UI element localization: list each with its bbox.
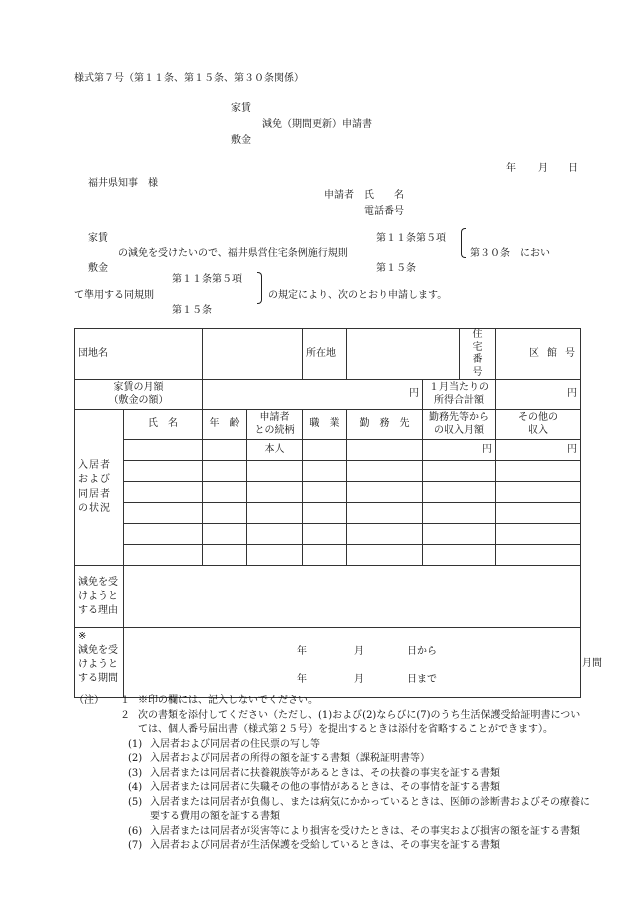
resident-cell[interactable] xyxy=(347,503,423,524)
yen-unit: 円 xyxy=(409,388,419,400)
title-main: 減免（期間更新）申請書 xyxy=(262,119,372,130)
body-art15: 第１５条 xyxy=(376,263,416,274)
table-row xyxy=(75,482,581,503)
monthly-rent-value[interactable] xyxy=(203,380,423,410)
date-day: 日 xyxy=(568,163,578,174)
note-item-num: (6) xyxy=(128,825,143,837)
resident-cell[interactable] xyxy=(247,524,303,545)
resident-cell[interactable] xyxy=(423,524,496,545)
resident-income-other[interactable] xyxy=(496,440,581,461)
reason-value[interactable] xyxy=(124,566,581,628)
monthly-income-value[interactable] xyxy=(496,380,581,410)
form-number: 様式第７号（第１１条、第１５条、第３０条関係） xyxy=(74,73,304,84)
monthly-income-label: １月当たりの 所得合計額 xyxy=(423,380,496,410)
yen-unit: 円 xyxy=(567,443,577,455)
period-value[interactable] xyxy=(124,628,602,698)
resident-cell[interactable] xyxy=(203,482,247,503)
resident-occupation[interactable] xyxy=(303,440,347,461)
brace-right-1 xyxy=(257,272,262,304)
col-income-other: その他の 収入 xyxy=(496,410,581,440)
note-item-num: (5) xyxy=(128,796,143,808)
complex-name-label: 団地名 xyxy=(75,329,203,380)
yen-unit: 円 xyxy=(482,443,492,455)
resident-cell[interactable] xyxy=(303,461,347,482)
resident-cell[interactable] xyxy=(247,503,303,524)
resident-cell[interactable] xyxy=(496,545,581,566)
resident-cell[interactable] xyxy=(303,545,347,566)
body-art15b: 第１５条 xyxy=(172,305,212,316)
building-label: 館 xyxy=(547,347,557,359)
resident-cell[interactable] xyxy=(423,461,496,482)
note-item-num: (2) xyxy=(128,753,143,764)
body-deposit: 敷金 xyxy=(88,263,108,274)
resident-age[interactable] xyxy=(203,440,247,461)
note-item-text: 入居者または同居者が負傷し、または病気にかかっているときは、医師の診断書およびその療養に要する費用の額を証する書類 xyxy=(150,796,590,822)
brace-left-1 xyxy=(461,228,466,258)
applicant-label: 申請者 xyxy=(324,190,354,201)
note-item-num: (1) xyxy=(128,738,143,750)
resident-cell[interactable] xyxy=(203,503,247,524)
resident-income-work[interactable] xyxy=(423,440,496,461)
note-item-text: 入居者または同居者が災害等により損害を受けたときは、その事実および損害の額を証する書類 xyxy=(150,825,580,837)
complex-name-value[interactable] xyxy=(203,329,303,380)
note-item xyxy=(128,738,593,753)
notes-label: （注） xyxy=(74,695,104,706)
resident-cell[interactable] xyxy=(347,545,423,566)
monthly-rent-label: 家賃の月額 （敷金の額） xyxy=(75,380,203,410)
note-item xyxy=(128,767,593,782)
notes xyxy=(74,694,594,854)
addressee: 福井県知事 様 xyxy=(88,178,158,189)
note-item xyxy=(128,796,593,825)
resident-cell[interactable] xyxy=(423,545,496,566)
note-item-num: (7) xyxy=(128,840,143,851)
body-art11-5b: 第１１条第５項 xyxy=(172,274,242,285)
resident-cell[interactable] xyxy=(303,503,347,524)
date-year: 年 xyxy=(506,163,516,174)
note-item xyxy=(128,839,593,854)
resident-cell[interactable] xyxy=(423,503,496,524)
ward-label: 区 xyxy=(529,347,539,359)
note-1-num: １ xyxy=(120,695,130,706)
note-item-text: 入居者および同居者の住民票の写し等 xyxy=(150,738,320,750)
housing-no-value[interactable] xyxy=(496,329,581,380)
location-value[interactable] xyxy=(347,329,460,380)
resident-cell[interactable] xyxy=(203,524,247,545)
from-year: 年 xyxy=(297,645,307,657)
resident-cell[interactable] xyxy=(496,524,581,545)
note-item xyxy=(128,752,593,767)
from-month: 月 xyxy=(354,645,364,657)
note-item-text: 入居者および同居者の所得の額を証する書類（課税証明書等） xyxy=(150,753,430,764)
resident-cell[interactable] xyxy=(496,482,581,503)
resident-cell[interactable] xyxy=(347,461,423,482)
months-label: 月間 xyxy=(582,657,602,669)
note-item-text: 入居者または同居者に失職その他の事情があるときは、その事情を証する書類 xyxy=(150,782,500,793)
note-item-text: 入居者または同居者に扶養親族等があるときは、その扶養の事実を証する書類 xyxy=(150,767,500,779)
table-row xyxy=(75,503,581,524)
date-month: 月 xyxy=(538,163,548,174)
from-day: 日から xyxy=(407,645,437,657)
title-rent: 家賃 xyxy=(231,103,251,114)
resident-cell[interactable] xyxy=(203,545,247,566)
resident-cell[interactable] xyxy=(124,524,203,545)
housing-no-label: 住 宅 番 号 xyxy=(460,329,496,380)
col-name: 氏 名 xyxy=(124,410,203,440)
body-text1: の減免を受けたいので、福井県営住宅条例施行規則 xyxy=(118,248,348,259)
body-text2: て準用する同規則 xyxy=(74,290,154,301)
name-label: 氏 名 xyxy=(364,190,404,201)
resident-cell[interactable] xyxy=(496,503,581,524)
resident-cell[interactable] xyxy=(124,461,203,482)
resident-cell[interactable] xyxy=(124,503,203,524)
col-workplace: 勤 務 先 xyxy=(347,410,423,440)
note-item xyxy=(128,781,593,796)
period-mark: ※ xyxy=(78,631,87,642)
note-2 xyxy=(74,709,594,738)
note-1-text: ※印の欄には、記入しないでください。 xyxy=(138,695,318,706)
title-deposit: 敷金 xyxy=(231,135,251,146)
resident-cell[interactable] xyxy=(423,482,496,503)
table-row xyxy=(75,545,581,566)
location-label: 所在地 xyxy=(303,329,347,380)
to-year: 年 xyxy=(297,673,307,685)
residents-label: 入居者 および 同居者 の状況 xyxy=(75,410,124,566)
note-items xyxy=(74,738,594,854)
to-month: 月 xyxy=(354,673,364,685)
number-label: 号 xyxy=(565,347,575,359)
resident-cell[interactable] xyxy=(124,545,203,566)
resident-cell[interactable] xyxy=(247,545,303,566)
period-label: 減免を受 けようと する期間 xyxy=(78,645,118,684)
table-row xyxy=(75,461,581,482)
resident-cell[interactable] xyxy=(347,482,423,503)
resident-workplace[interactable] xyxy=(347,440,423,461)
note-item-text: 入居者および同居者が生活保護を受給しているときは、その事実を証する書類 xyxy=(150,840,500,851)
resident-name[interactable] xyxy=(124,440,203,461)
col-income-work: 勤務先等から の収入月額 xyxy=(423,410,496,440)
resident-cell[interactable] xyxy=(347,524,423,545)
table-row xyxy=(75,524,581,545)
col-occupation: 職 業 xyxy=(303,410,347,440)
body-art30: 第３０条 におい xyxy=(470,248,550,259)
body-text3: の規定により、次のとおり申請します。 xyxy=(268,290,448,301)
phone-label: 電話番号 xyxy=(364,206,404,217)
to-day: 日まで xyxy=(407,673,437,685)
note-1 xyxy=(74,694,594,709)
resident-cell[interactable] xyxy=(247,482,303,503)
resident-cell[interactable] xyxy=(124,482,203,503)
resident-cell[interactable] xyxy=(203,461,247,482)
col-relation: 申請者 との続柄 xyxy=(247,410,303,440)
relation-self: 本人 xyxy=(247,440,303,461)
note-item xyxy=(128,825,593,840)
note-item-num: (4) xyxy=(128,782,143,793)
col-age: 年 齢 xyxy=(203,410,247,440)
reason-label: 減免を受 けようと する理由 xyxy=(75,566,124,628)
note-2-num: ２ xyxy=(120,709,130,721)
body-rent: 家賃 xyxy=(88,233,108,244)
yen-unit: 円 xyxy=(567,388,577,400)
resident-cell[interactable] xyxy=(303,482,347,503)
resident-cell[interactable] xyxy=(303,524,347,545)
resident-cell[interactable] xyxy=(496,461,581,482)
note-2-text: 次の書類を添付してください（ただし、(1)および(2)ならびに(7)のうち生活保護受給証明書については、個人番号届出書（様式第２５号）を提出するときは添付を省略することができます）。 xyxy=(138,709,581,735)
body-art11-5: 第１１条第５項 xyxy=(376,233,446,244)
note-item-num: (3) xyxy=(128,767,143,779)
table-row xyxy=(75,440,581,461)
application-table xyxy=(74,328,602,698)
resident-cell[interactable] xyxy=(247,461,303,482)
